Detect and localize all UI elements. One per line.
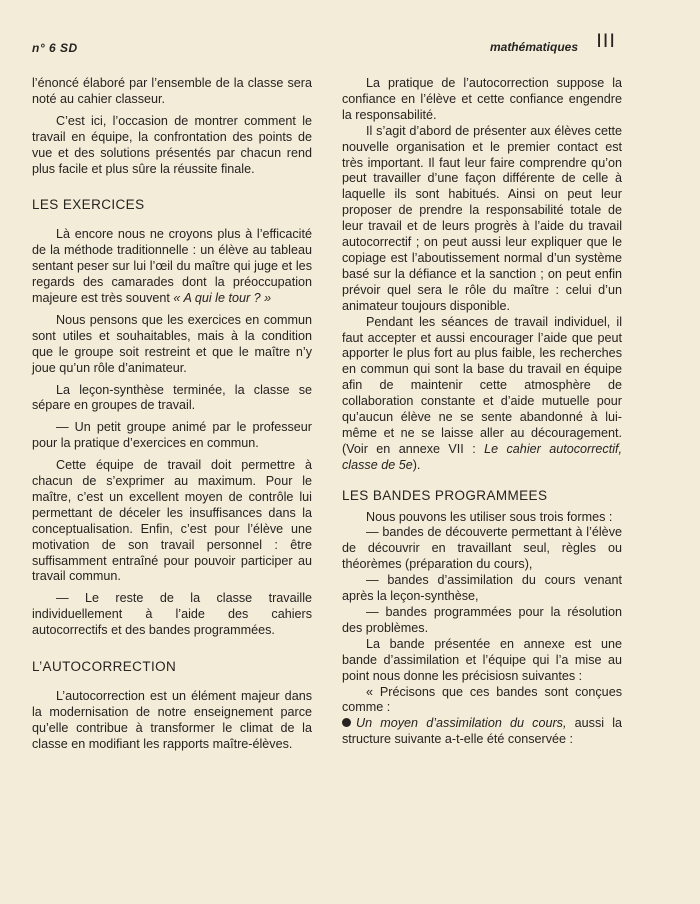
paragraph-end: ).: [412, 457, 421, 472]
right-column: [342, 76, 622, 748]
quote: « A qui le tour ? »: [173, 290, 272, 305]
paragraph: l’énoncé élaboré par l’ensemble de la classe sera noté au cahier classeur.: [32, 76, 312, 106]
paragraph-text: Là encore nous ne croyons plus à l’efficacité de la méthode traditionnelle : un élève au tableau sentant peser sur lui l’œil du maître qui juge et les regards des camarades dont la préoccupation majeure est très souvent: [32, 227, 312, 305]
list-item: — bandes de découverte permettant à l’élève de découvrir en travaillant seul, règles ou théorèmes (préparation du cours),: [342, 525, 622, 572]
list-item: — bandes d’assimilation du cours venant après la leçon-synthèse,: [342, 573, 622, 604]
heading-bandes: LES BANDES PROGRAMMEES: [342, 487, 548, 503]
issue-number: n° 6 SD: [32, 41, 78, 55]
annex-reference: Le cahier autocorrectif, classe de 5e: [342, 441, 623, 472]
list-item: — bandes programmées pour la résolution des problèmes.: [342, 605, 622, 635]
section-title: mathématiques: [489, 40, 578, 54]
paragraph: Nous pensons que les exercices en commun sont utiles et souhaitables, mais à la condition que le groupe soit restreint et que le maître n’y joue qu’un rôle d’animateur.: [32, 312, 312, 375]
paragraph: — Un petit groupe animé par le professeur pour la pratique d’exercices en commun.: [32, 420, 312, 451]
paragraph: Cette équipe de travail doit permettre à chacun de s’exprimer au maximum. Pour le maître, c’est un excellent moyen de contrôle lui permettant de déceler les insuffisances dans la conceptualisation. Enfin, c’est pour l’élève une motivation de son travail personnel : être suffisamment entraîné pour pouvoir participer au travail commun.: [32, 458, 312, 584]
paragraph: L’autocorrection est un élément majeur dans la modernisation de notre enseignement parce qu’elle contribue à transformer le climat de la classe en modifiant les rapports maître-élèves.: [32, 689, 312, 751]
paragraph: La pratique de l’autocorrection suppose la confiance en l’élève et cette confiance engendre la responsabilité.: [342, 76, 622, 122]
bullet-text: aussi la structure suivante a-t-elle été conservée :: [342, 716, 623, 747]
paragraph: « Précisons que ces bandes sont conçues comme :: [342, 684, 622, 715]
paragraph: C’est ici, l’occasion de montrer comment le travail en équipe, la confrontation des points de vue et des solutions présentés par chacun rend plus facile et plus sûre la réussite finale.: [32, 113, 312, 176]
paragraph: Il s’agit d’abord de présenter aux élèves cette nouvelle organisation et le premier contact est très important. Il faut leur faire comprendre qu’on peut travailler d’une façon différente de celle à laquelle ils sont habitués. Ainsi on peut leur proposer de prendre la responsabilité totale de leur travail et de leurs progrès à l’aide du travail autocorrectif ; on peut aussi leur expliquer que le copiage est l’aboutissement normal d’un système basé sur la défiance et la sanction ; on peut enfin prévoir quel sera le rôle du maître : celui d’un animateur toujours disponible.: [342, 123, 622, 313]
paragraph: Nous pouvons les utiliser sous trois formes :: [366, 509, 613, 524]
paragraph: La leçon-synthèse terminée, la classe se sépare en groupes de travail.: [32, 382, 312, 413]
paragraph: [342, 315, 622, 474]
bullet-title: Un moyen d’assimilation du cours,: [356, 716, 567, 731]
bullet-item: [342, 716, 622, 748]
left-column: [32, 76, 312, 753]
heading-exercices: LES EXERCICES: [32, 197, 145, 213]
paragraph-text: Pendant les séances de travail individuel, il faut accepter et aussi encourager l’aide que peut apporter le plus fort au plus faible, les recherches en commun qui sont la base du travail en équipe afin de maintenir cette atmosphère de collaboration constante et d’aide mutuelle pour qu’aucun élève ne se sente abandonné à lui-même et ne se laisse aller au découragement. (Voir en annexe VII :: [342, 314, 622, 456]
paragraph: — Le reste de la classe travaille individuellement à l’aide des cahiers autocorrectifs et des bandes programmées.: [32, 591, 312, 638]
bullet-icon: [342, 718, 351, 727]
page-number: III: [596, 30, 616, 52]
paragraph: La bande présentée en annexe est une bande d’assimilation et l’équipe qui l’a mise au point nous donne les précisiosn suivantes :: [342, 636, 622, 683]
heading-autocorrection: L’AUTOCORRECTION: [32, 659, 177, 675]
paragraph: [32, 227, 312, 307]
